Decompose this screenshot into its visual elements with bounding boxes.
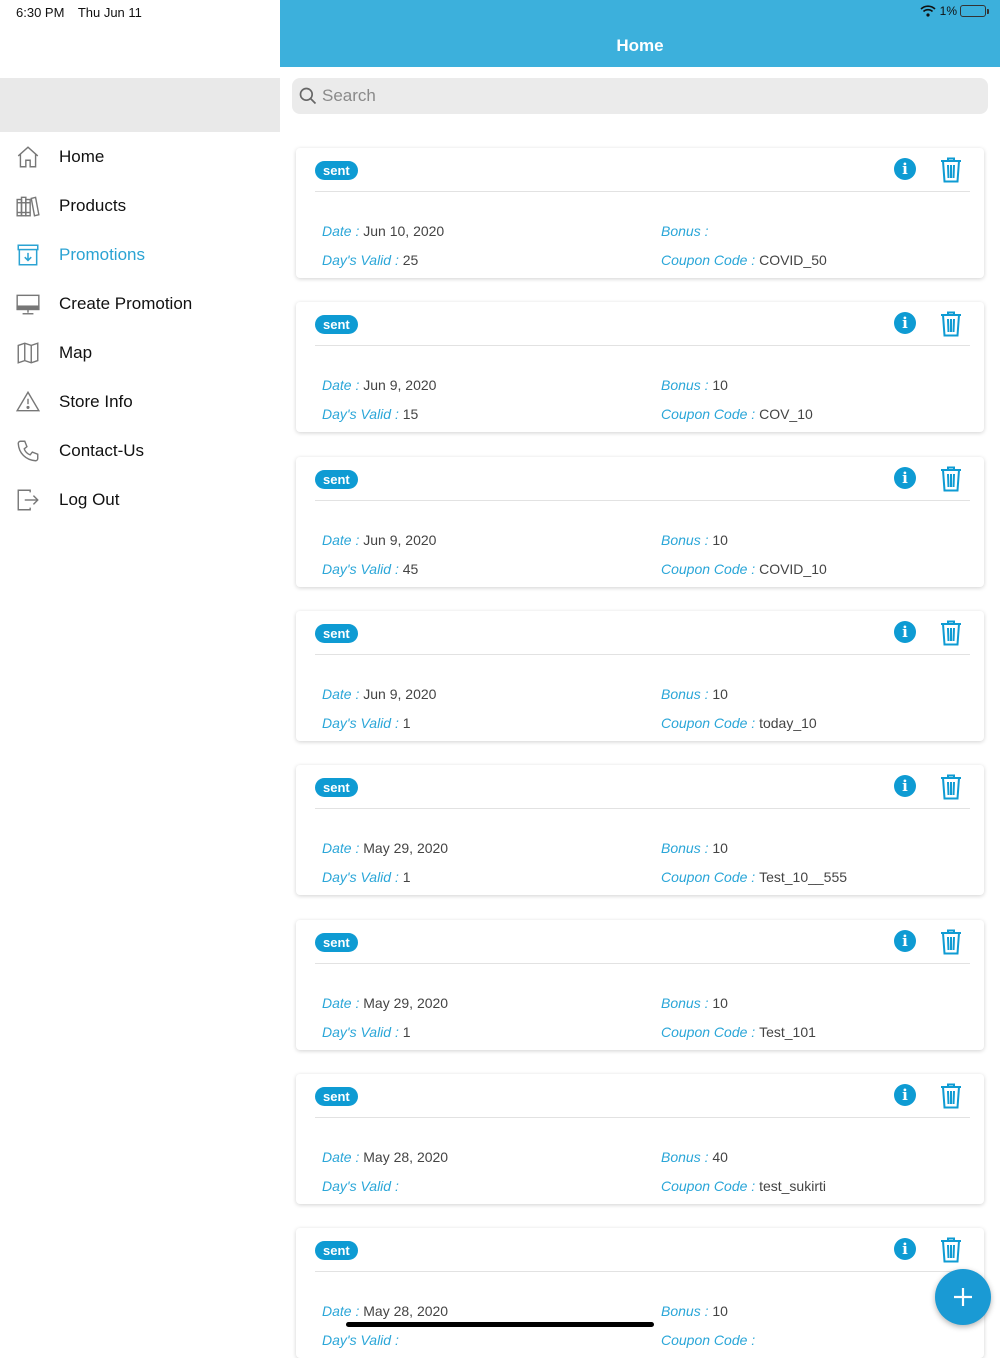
date-value: Jun 9, 2020	[363, 532, 437, 548]
status-bar-left	[16, 5, 152, 20]
bonus-value: 10	[712, 995, 728, 1011]
sidebar-item-create-promotion[interactable]	[0, 280, 280, 328]
promotion-bonus	[661, 1149, 728, 1165]
promotion-coupon	[661, 1024, 816, 1040]
battery-icon	[960, 5, 986, 17]
promotion-days-valid	[322, 715, 411, 731]
promotion-days-valid	[322, 406, 418, 422]
date-value: May 28, 2020	[363, 1149, 449, 1165]
info-button[interactable]	[894, 930, 916, 952]
status-badge: sent	[315, 161, 358, 180]
search-icon	[298, 86, 318, 106]
trash-icon[interactable]	[940, 1083, 962, 1109]
bonus-label: Bonus :	[661, 840, 713, 856]
sidebar-item-home[interactable]	[0, 133, 280, 181]
page-title: Home	[616, 36, 664, 55]
trash-icon[interactable]	[940, 774, 962, 800]
promotion-date	[322, 223, 444, 239]
date-value: Jun 9, 2020	[363, 686, 437, 702]
bonus-value: 10	[712, 532, 728, 548]
status-badge: sent	[315, 1241, 358, 1260]
promotion-card[interactable]	[296, 302, 984, 432]
days-valid-label: Day's Valid :	[322, 1332, 399, 1348]
promotion-days-valid	[322, 869, 411, 885]
bonus-value: 10	[712, 377, 728, 393]
coupon-value: COVID_50	[759, 252, 827, 268]
coupon-label: Coupon Code :	[661, 1024, 760, 1040]
promotion-date	[322, 532, 436, 548]
info-icon: i	[902, 777, 908, 795]
promotion-coupon	[661, 561, 827, 577]
days-valid-label: Day's Valid :	[322, 869, 403, 885]
status-date: Thu Jun 11	[77, 5, 142, 20]
date-label: Date :	[322, 377, 364, 393]
bonus-label: Bonus :	[661, 1149, 713, 1165]
days-valid-label: Day's Valid :	[322, 561, 403, 577]
info-button[interactable]	[894, 1238, 916, 1260]
days-valid-value: 45	[402, 561, 419, 577]
promotion-days-valid	[322, 1332, 399, 1348]
battery-percent: 1%	[939, 4, 957, 18]
date-label: Date :	[322, 995, 364, 1011]
bonus-label: Bonus :	[661, 532, 713, 548]
promotion-date	[322, 377, 436, 393]
card-divider	[315, 345, 970, 346]
promotion-days-valid	[322, 252, 418, 268]
days-valid-value: 1	[402, 1024, 411, 1040]
promotion-coupon	[661, 406, 813, 422]
trash-icon[interactable]	[940, 466, 962, 492]
add-promotion-button[interactable]	[935, 1269, 991, 1325]
info-button[interactable]	[894, 158, 916, 180]
promotion-card[interactable]	[296, 1074, 984, 1204]
date-label: Date :	[322, 1149, 364, 1165]
status-bar-right	[920, 4, 986, 18]
info-button[interactable]	[894, 1084, 916, 1106]
search-input[interactable]	[322, 86, 962, 106]
sidebar-item-label: Products	[59, 196, 127, 215]
logout-icon	[15, 487, 41, 513]
bonus-label: Bonus :	[661, 995, 713, 1011]
date-value: May 28, 2020	[363, 1303, 449, 1319]
coupon-value: COV_10	[759, 406, 813, 422]
bonus-label: Bonus :	[661, 686, 713, 702]
coupon-label: Coupon Code :	[661, 406, 760, 422]
promotion-days-valid	[322, 1024, 411, 1040]
date-label: Date :	[322, 840, 364, 856]
days-valid-label: Day's Valid :	[322, 1178, 399, 1194]
promotion-coupon	[661, 1332, 755, 1348]
wifi-icon	[920, 5, 936, 17]
promotion-card[interactable]	[296, 1228, 984, 1358]
books-icon	[15, 193, 41, 219]
promotion-bonus	[661, 223, 708, 239]
promotion-date	[322, 995, 448, 1011]
info-button[interactable]	[894, 467, 916, 489]
sidebar-item-log-out[interactable]	[0, 476, 280, 524]
promotion-date	[322, 1149, 448, 1165]
card-divider	[315, 963, 970, 964]
status-badge: sent	[315, 470, 358, 489]
days-valid-value: 25	[402, 252, 419, 268]
sidebar-item-label: Contact-Us	[59, 441, 145, 460]
coupon-label: Coupon Code :	[661, 1178, 760, 1194]
trash-icon[interactable]	[940, 620, 962, 646]
status-badge: sent	[315, 933, 358, 952]
coupon-label: Coupon Code :	[661, 1332, 756, 1348]
search-bar[interactable]	[292, 78, 988, 114]
sidebar-item-contact-us[interactable]	[0, 427, 280, 475]
map-icon	[15, 340, 41, 366]
info-button[interactable]	[894, 621, 916, 643]
date-label: Date :	[322, 686, 364, 702]
main-content	[280, 0, 1000, 1348]
promotion-card[interactable]	[296, 920, 984, 1050]
sidebar-item-store-info[interactable]	[0, 378, 280, 426]
promotion-coupon	[661, 252, 827, 268]
days-valid-label: Day's Valid :	[322, 1024, 403, 1040]
bonus-label: Bonus :	[661, 377, 713, 393]
promotion-bonus	[661, 686, 728, 702]
days-valid-value: 1	[402, 869, 411, 885]
promotion-days-valid	[322, 561, 418, 577]
trash-icon[interactable]	[940, 157, 962, 183]
sidebar-item-label: Home	[59, 147, 105, 166]
info-icon: i	[902, 1086, 908, 1104]
date-value: May 29, 2020	[363, 995, 449, 1011]
days-valid-value: 1	[402, 715, 411, 731]
date-label: Date :	[322, 223, 364, 239]
date-value: Jun 9, 2020	[363, 377, 437, 393]
promotion-card[interactable]	[296, 765, 984, 895]
card-divider	[315, 191, 970, 192]
days-valid-label: Day's Valid :	[322, 406, 403, 422]
promotion-date	[322, 840, 448, 856]
coupon-value: today_10	[759, 715, 817, 731]
info-icon: i	[902, 932, 908, 950]
date-label: Date :	[322, 532, 364, 548]
home-icon	[15, 144, 41, 170]
warning-icon	[15, 389, 41, 415]
coupon-label: Coupon Code :	[661, 715, 760, 731]
days-valid-label: Day's Valid :	[322, 252, 403, 268]
phone-icon	[15, 438, 41, 464]
sidebar-item-label: Promotions	[59, 245, 145, 264]
bonus-label: Bonus :	[661, 223, 709, 239]
coupon-value: test_sukirti	[759, 1178, 826, 1194]
nav-bar	[280, 0, 1000, 67]
date-value: Jun 10, 2020	[363, 223, 445, 239]
date-label: Date :	[322, 1303, 364, 1319]
sidebar-item-products[interactable]	[0, 182, 280, 230]
plus-icon	[952, 1286, 974, 1308]
promotion-card[interactable]	[296, 611, 984, 741]
home-indicator	[346, 1322, 654, 1327]
card-divider	[315, 808, 970, 809]
card-divider	[315, 500, 970, 501]
info-button[interactable]	[894, 775, 916, 797]
promotion-bonus	[661, 377, 728, 393]
bonus-label: Bonus :	[661, 1303, 713, 1319]
info-icon: i	[902, 314, 908, 332]
coupon-value: COVID_10	[759, 561, 827, 577]
status-badge: sent	[315, 1087, 358, 1106]
coupon-label: Coupon Code :	[661, 561, 760, 577]
promotion-date	[322, 1303, 448, 1319]
sidebar-item-promotions[interactable]	[0, 231, 280, 279]
sidebar-item-label: Map	[59, 343, 93, 362]
promotion-coupon	[661, 869, 847, 885]
promotion-card[interactable]	[296, 148, 984, 278]
sidebar-item-label: Create Promotion	[59, 294, 193, 313]
bonus-value: 40	[712, 1149, 728, 1165]
promotion-card[interactable]	[296, 457, 984, 587]
promotion-bonus	[661, 1303, 728, 1319]
promotion-coupon	[661, 1178, 826, 1194]
days-valid-value: 15	[402, 406, 419, 422]
card-divider	[315, 654, 970, 655]
status-time: 6:30 PM	[16, 5, 65, 20]
sidebar-item-map[interactable]	[0, 329, 280, 377]
coupon-value: Test_10__555	[759, 869, 848, 885]
sidebar-header	[0, 78, 280, 132]
promotion-coupon	[661, 715, 817, 731]
monitor-icon	[15, 291, 41, 317]
promotion-bonus	[661, 532, 728, 548]
bonus-value: 10	[712, 686, 728, 702]
status-badge: sent	[315, 778, 358, 797]
promotion-date	[322, 686, 436, 702]
promotion-bonus	[661, 840, 728, 856]
card-divider	[315, 1271, 970, 1272]
promotion-bonus	[661, 995, 728, 1011]
card-divider	[315, 1117, 970, 1118]
coupon-label: Coupon Code :	[661, 869, 760, 885]
info-icon: i	[902, 469, 908, 487]
info-button[interactable]	[894, 312, 916, 334]
coupon-value: Test_101	[759, 1024, 816, 1040]
trash-icon[interactable]	[940, 311, 962, 337]
promotion-days-valid	[322, 1178, 399, 1194]
sidebar-item-label: Log Out	[59, 490, 120, 509]
sidebar-item-label: Store Info	[59, 392, 133, 411]
sidebar	[0, 0, 280, 1334]
days-valid-label: Day's Valid :	[322, 715, 403, 731]
info-icon: i	[902, 160, 908, 178]
trash-icon[interactable]	[940, 929, 962, 955]
date-value: May 29, 2020	[363, 840, 449, 856]
trash-icon[interactable]	[940, 1237, 962, 1263]
status-badge: sent	[315, 624, 358, 643]
status-badge: sent	[315, 315, 358, 334]
bonus-value: 10	[712, 1303, 728, 1319]
info-icon: i	[902, 623, 908, 641]
bonus-value: 10	[712, 840, 728, 856]
coupon-label: Coupon Code :	[661, 252, 760, 268]
archive-icon	[15, 242, 41, 268]
info-icon: i	[902, 1240, 908, 1258]
